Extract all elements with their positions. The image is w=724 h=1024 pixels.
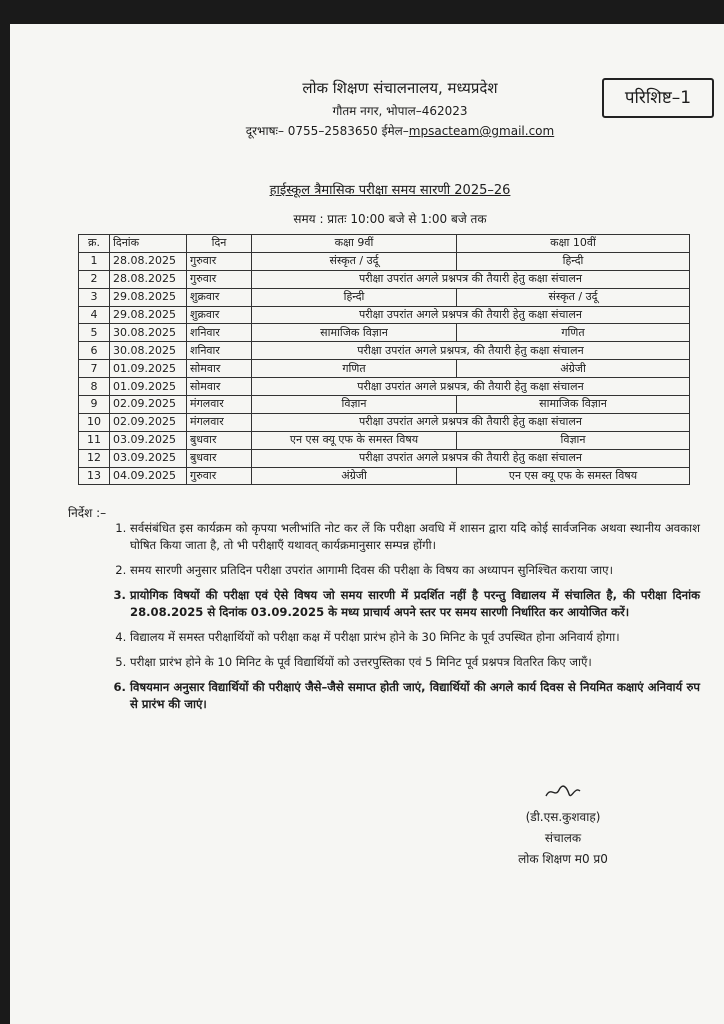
table-row (79, 467, 690, 485)
cell-preparation-note: परीक्षा उपरांत अगले प्रश्नपत्र की तैयारी हेतु कक्षा संचालन (252, 270, 690, 288)
table-body (79, 252, 690, 485)
cell-date: 28.08.2025 (110, 270, 187, 288)
cell-serial: 6 (79, 342, 110, 360)
cell-class-10-subject: विज्ञान (457, 431, 690, 449)
cell-class-9-subject: हिन्दी (252, 288, 457, 306)
cell-preparation-note: परीक्षा उपरांत अगले प्रश्नपत्र की तैयारी हेतु कक्षा संचालन (252, 413, 690, 431)
cell-day: शुक्रवार (187, 288, 252, 306)
cell-day: मंगलवार (187, 413, 252, 431)
cell-serial: 2 (79, 270, 110, 288)
cell-date: 28.08.2025 (110, 252, 187, 270)
instruction-item: 3. प्रायोगिक विषयों की परीक्षा एवं ऐसे विषय जो समय सारणी में प्रदर्शित नहीं है परन्तु विद्यालय में संचालित है, की परीक्षा दिनांक 28.08.2025 से दिनांक 03.09.2025 के मध्य प्राचार्य अपने स्तर पर समय सारणी निर्धारित कर आयोजित करें। (130, 587, 700, 621)
header-day: दिन (187, 235, 252, 253)
table-row (79, 270, 690, 288)
cell-class-10-subject: संस्कृत / उर्दू (457, 288, 690, 306)
cell-date: 30.08.2025 (110, 324, 187, 342)
table-row (79, 431, 690, 449)
table-row (79, 288, 690, 306)
appendix-label: परिशिष्ट–1 (602, 78, 714, 118)
cell-day: बुधवार (187, 431, 252, 449)
cell-date: 03.09.2025 (110, 449, 187, 467)
cell-class-9-subject: एन एस क्यू एफ के समस्त विषय (252, 431, 457, 449)
cell-date: 01.09.2025 (110, 378, 187, 396)
signature-mark (508, 782, 618, 806)
cell-class-10-subject: हिन्दी (457, 252, 690, 270)
cell-serial: 5 (79, 324, 110, 342)
cell-class-9-subject: सामाजिक विज्ञान (252, 324, 457, 342)
cell-date: 04.09.2025 (110, 467, 187, 485)
table-row (79, 396, 690, 414)
instruction-item: 2. समय सारणी अनुसार प्रतिदिन परीक्षा उपरांत आगामी दिवस की परीक्षा के विषय का अध्यापन सुनिश्चित कराया जाए। (130, 562, 700, 579)
cell-day: सोमवार (187, 360, 252, 378)
cell-day: शुक्रवार (187, 306, 252, 324)
cell-date: 30.08.2025 (110, 342, 187, 360)
signatory-office: लोक शिक्षण म0 प्र0 (518, 852, 608, 866)
cell-serial: 10 (79, 413, 110, 431)
cell-class-9-subject: गणित (252, 360, 457, 378)
cell-serial: 11 (79, 431, 110, 449)
cell-preparation-note: परीक्षा उपरांत अगले प्रश्नपत्र की तैयारी हेतु कक्षा संचालन (252, 306, 690, 324)
office-name: लोक शिक्षण संचालनालय, मध्यप्रदेश (302, 79, 498, 97)
instruction-item: 1. सर्वसंबंधित इस कार्यक्रम को कृपया भलीभांति नोट कर लें कि परीक्षा अवधि में शासन द्वारा यदि कोई सार्वजनिक अथवा स्थानीय अवकाश घोषित किया जाता है, तो भी परीक्षाएँ यथावत् कार्यक्रमानुसार सम्पन्न होंगी। (130, 520, 700, 554)
cell-day: गुरुवार (187, 467, 252, 485)
cell-date: 01.09.2025 (110, 360, 187, 378)
table-row (79, 378, 690, 396)
table-row (79, 360, 690, 378)
office-contact (190, 122, 610, 139)
cell-preparation-note: परीक्षा उपरांत अगले प्रश्नपत्र, की तैयारी हेतु कक्षा संचालन (252, 378, 690, 396)
office-address: गौतम नगर, भोपाल–462023 (332, 104, 468, 118)
cell-serial: 9 (79, 396, 110, 414)
cell-day: शनिवार (187, 324, 252, 342)
cell-date: 02.09.2025 (110, 413, 187, 431)
table-row (79, 413, 690, 431)
table-row (79, 252, 690, 270)
table-row (79, 306, 690, 324)
cell-class-9-subject: संस्कृत / उर्दू (252, 252, 457, 270)
exam-time: समय : प्रातः 10:00 बजे से 1:00 बजे तक (293, 212, 487, 226)
cell-class-10-subject: अंग्रेजी (457, 360, 690, 378)
header-date: दिनांक (110, 235, 187, 253)
header-serial: क्र. (79, 235, 110, 253)
cell-serial: 12 (79, 449, 110, 467)
cell-preparation-note: परीक्षा उपरांत अगले प्रश्नपत्र, की तैयारी हेतु कक्षा संचालन (252, 342, 690, 360)
instruction-item: 6. विषयमान अनुसार विद्यार्थियों की परीक्षाएं जैसे–जैसे समाप्त होती जाएं, विद्यार्थियों की अगले कार्य दिवस से नियमित कक्षाएं अनिवार्य रुप से प्रारंभ की जाएं। (130, 679, 700, 713)
signatory-name: (डी.एस.कुशवाह) (525, 810, 601, 824)
contact-email: mpsacteam@gmail.com (408, 124, 555, 138)
cell-class-10-subject: गणित (457, 324, 690, 342)
table-header-row (79, 235, 690, 253)
exam-schedule-table (78, 234, 690, 485)
cell-serial: 7 (79, 360, 110, 378)
cell-day: गुरुवार (187, 252, 252, 270)
cell-day: गुरुवार (187, 270, 252, 288)
cell-day: मंगलवार (187, 396, 252, 414)
table-row (79, 449, 690, 467)
document-title: हाईस्कूल त्रैमासिक परीक्षा समय सारणी 2025–26 (269, 183, 511, 198)
instructions-label: निर्देश :– (68, 506, 107, 520)
cell-day: बुधवार (187, 449, 252, 467)
cell-class-9-subject: विज्ञान (252, 396, 457, 414)
cell-date: 29.08.2025 (110, 306, 187, 324)
cell-class-9-subject: अंग्रेजी (252, 467, 457, 485)
instruction-item: 4. विद्यालय में समस्त परीक्षार्थियों को परीक्षा कक्ष में परीक्षा प्रारंभ होने के 30 मिनिट के पूर्व उपस्थित होना अनिवार्य होगा। (130, 629, 700, 646)
cell-day: शनिवार (187, 342, 252, 360)
cell-serial: 3 (79, 288, 110, 306)
signature-scribble-icon (543, 782, 583, 802)
table-row (79, 342, 690, 360)
cell-preparation-note: परीक्षा उपरांत अगले प्रश्नपत्र की तैयारी हेतु कक्षा संचालन (252, 449, 690, 467)
cell-class-10-subject: एन एस क्यू एफ के समस्त विषय (457, 467, 690, 485)
cell-date: 03.09.2025 (110, 431, 187, 449)
cell-day: सोमवार (187, 378, 252, 396)
instruction-item: 5. परीक्षा प्रारंभ होने के 10 मिनिट के पूर्व विद्यार्थियों को उत्तरपुस्तिका एवं 5 मिनिट पूर्व प्रश्नपत्र वितरित किए जाएँ। (130, 654, 700, 671)
header-class-10: कक्षा 10वीं (457, 235, 690, 253)
cell-serial: 13 (79, 467, 110, 485)
document-page (10, 24, 724, 1024)
table-row (79, 324, 690, 342)
cell-serial: 1 (79, 252, 110, 270)
signatory-designation: संचालक (544, 831, 582, 845)
cell-serial: 8 (79, 378, 110, 396)
header-class-9: कक्षा 9वीं (252, 235, 457, 253)
cell-date: 29.08.2025 (110, 288, 187, 306)
cell-serial: 4 (79, 306, 110, 324)
instructions-list (110, 520, 700, 721)
cell-date: 02.09.2025 (110, 396, 187, 414)
contact-phone: दूरभाषः– 0755–2583650 ईमेल– (245, 124, 409, 138)
cell-class-10-subject: सामाजिक विज्ञान (457, 396, 690, 414)
